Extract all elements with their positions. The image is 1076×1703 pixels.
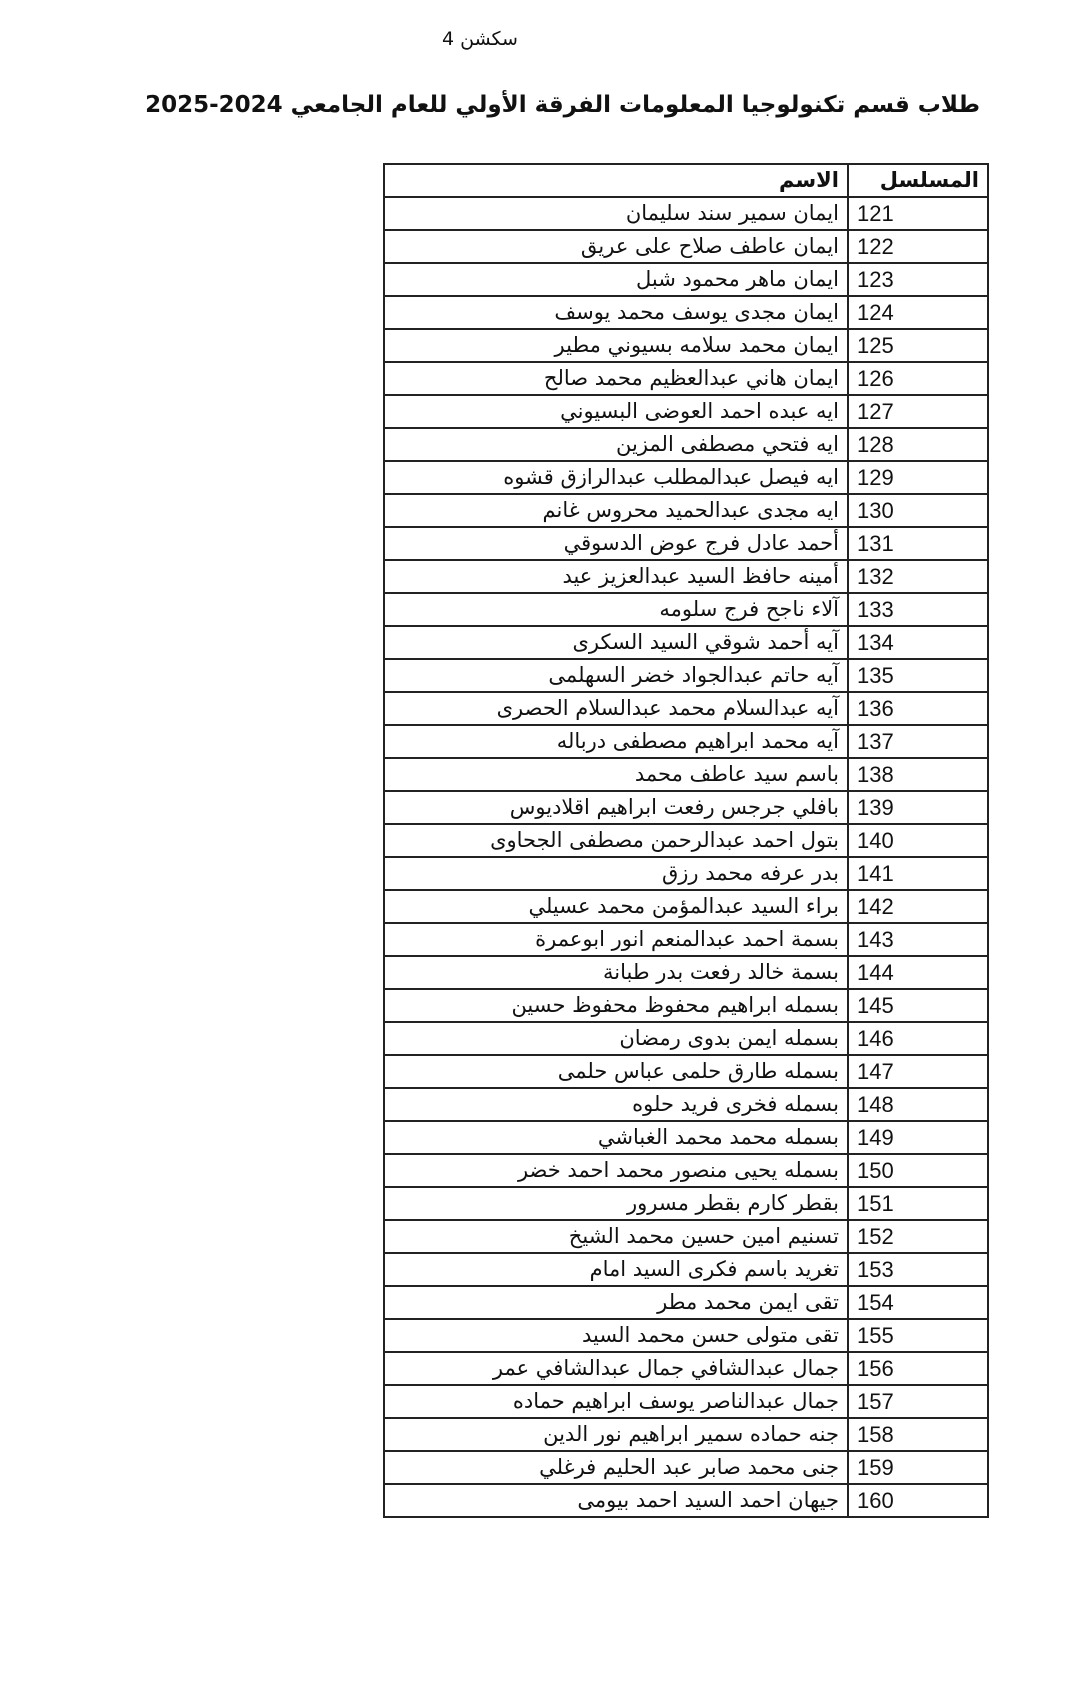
row-serial: 137 (848, 725, 988, 758)
row-student-name: جيهان احمد السيد احمد بيومى (384, 1484, 848, 1517)
row-student-name: تسنيم امين حسين محمد الشيخ (384, 1220, 848, 1253)
row-student-name: بقطر كارم بقطر مسرور (384, 1187, 848, 1220)
table-row (384, 692, 988, 725)
table-row (384, 1022, 988, 1055)
row-student-name: بافلي جرجس رفعت ابراهيم اقلاديوس (384, 791, 848, 824)
row-serial: 159 (848, 1451, 988, 1484)
row-serial: 133 (848, 593, 988, 626)
row-student-name: جنى محمد صابر عبد الحليم فرغلي (384, 1451, 848, 1484)
table-row (384, 593, 988, 626)
table-row (384, 1187, 988, 1220)
row-student-name: براء السيد عبدالمؤمن محمد عسيلي (384, 890, 848, 923)
table-row (384, 1220, 988, 1253)
row-student-name: ايه فتحي مصطفى المزين (384, 428, 848, 461)
table-row (384, 989, 988, 1022)
table-row (384, 956, 988, 989)
table-row (384, 1451, 988, 1484)
row-student-name: ايمان ماهر محمود شبل (384, 263, 848, 296)
row-student-name: بسمة احمد عبدالمنعم انور ابوعمرة (384, 923, 848, 956)
row-student-name: جمال عبدالشافي جمال عبدالشافي عمر (384, 1352, 848, 1385)
row-student-name: بسمله فخرى فريد حلوه (384, 1088, 848, 1121)
row-serial: 158 (848, 1418, 988, 1451)
row-serial: 145 (848, 989, 988, 1022)
row-student-name: آيه حاتم عبدالجواد خضر السهلمى (384, 659, 848, 692)
table-row (384, 659, 988, 692)
table-row (384, 230, 988, 263)
table-row (384, 626, 988, 659)
row-serial: 148 (848, 1088, 988, 1121)
row-serial: 128 (848, 428, 988, 461)
table-row (384, 263, 988, 296)
row-student-name: جنه حماده سمير ابراهيم نور الدين (384, 1418, 848, 1451)
table-row (384, 1286, 988, 1319)
row-serial: 125 (848, 329, 988, 362)
row-student-name: ايمان مجدى يوسف محمد يوسف (384, 296, 848, 329)
row-student-name: ايه مجدى عبدالحميد محروس غانم (384, 494, 848, 527)
row-student-name: ايه عبده احمد العوضى البسيوني (384, 395, 848, 428)
row-serial: 151 (848, 1187, 988, 1220)
row-serial: 135 (848, 659, 988, 692)
row-serial: 132 (848, 560, 988, 593)
row-serial: 121 (848, 197, 988, 230)
table-row (384, 923, 988, 956)
row-student-name: بسمله يحيى منصور محمد احمد خضر (384, 1154, 848, 1187)
table-row (384, 1121, 988, 1154)
table-row (384, 197, 988, 230)
row-student-name: آيه محمد ابراهيم مصطفى درباله (384, 725, 848, 758)
table-row (384, 560, 988, 593)
row-serial: 122 (848, 230, 988, 263)
row-student-name: ايمان محمد سلامه بسيوني مطير (384, 329, 848, 362)
row-serial: 131 (848, 527, 988, 560)
table-row (384, 890, 988, 923)
table-body (384, 197, 988, 1517)
row-serial: 141 (848, 857, 988, 890)
row-student-name: بسمله محمد محمد الغباشي (384, 1121, 848, 1154)
row-serial: 152 (848, 1220, 988, 1253)
table-row (384, 1385, 988, 1418)
row-student-name: جمال عبدالناصر يوسف ابراهيم حماده (384, 1385, 848, 1418)
row-student-name: أحمد عادل فرج عوض الدسوقي (384, 527, 848, 560)
table-row (384, 428, 988, 461)
row-serial: 154 (848, 1286, 988, 1319)
row-student-name: بسمله ايمن بدوى رمضان (384, 1022, 848, 1055)
row-serial: 139 (848, 791, 988, 824)
row-student-name: آيه أحمد شوقي السيد السكرى (384, 626, 848, 659)
row-serial: 138 (848, 758, 988, 791)
row-serial: 136 (848, 692, 988, 725)
table-header-row (384, 164, 988, 197)
document-title: طلاب قسم تكنولوجيا المعلومات الفرقة الأولي للعام الجامعي 2024-2025 (145, 92, 980, 118)
row-student-name: باسم سيد عاطف محمد (384, 758, 848, 791)
table-row (384, 824, 988, 857)
row-serial: 127 (848, 395, 988, 428)
table-row (384, 329, 988, 362)
table-row (384, 527, 988, 560)
table-row (384, 362, 988, 395)
row-serial: 160 (848, 1484, 988, 1517)
row-serial: 143 (848, 923, 988, 956)
row-student-name: آيه عبدالسلام محمد عبدالسلام الحصرى (384, 692, 848, 725)
row-serial: 130 (848, 494, 988, 527)
row-serial: 155 (848, 1319, 988, 1352)
header-serial: المسلسل (848, 164, 988, 197)
table-row (384, 758, 988, 791)
row-student-name: بدر عرفه محمد رزق (384, 857, 848, 890)
row-student-name: بتول احمد عبدالرحمن مصطفى الجحاوى (384, 824, 848, 857)
table-row (384, 1253, 988, 1286)
header-name: الاسم (384, 164, 848, 197)
table-row (384, 1484, 988, 1517)
row-student-name: تغريد باسم فكرى السيد امام (384, 1253, 848, 1286)
row-serial: 150 (848, 1154, 988, 1187)
row-student-name: تقى متولى حسن محمد السيد (384, 1319, 848, 1352)
row-serial: 123 (848, 263, 988, 296)
row-student-name: بسمة خالد رفعت بدر طبانة (384, 956, 848, 989)
table-row (384, 395, 988, 428)
row-student-name: ايمان سمير سند سليمان (384, 197, 848, 230)
row-serial: 146 (848, 1022, 988, 1055)
row-student-name: ايمان هاني عبدالعظيم محمد صالح (384, 362, 848, 395)
row-student-name: تقى ايمن محمد مطر (384, 1286, 848, 1319)
table-row (384, 1418, 988, 1451)
row-serial: 134 (848, 626, 988, 659)
row-serial: 144 (848, 956, 988, 989)
section-label: سكشن 4 (442, 28, 518, 50)
row-serial: 153 (848, 1253, 988, 1286)
table-row (384, 296, 988, 329)
row-serial: 140 (848, 824, 988, 857)
row-serial: 157 (848, 1385, 988, 1418)
row-serial: 142 (848, 890, 988, 923)
row-serial: 147 (848, 1055, 988, 1088)
table-row (384, 1352, 988, 1385)
table-row (384, 857, 988, 890)
table-row (384, 725, 988, 758)
table-row (384, 1088, 988, 1121)
row-serial: 129 (848, 461, 988, 494)
row-serial: 156 (848, 1352, 988, 1385)
table-row (384, 791, 988, 824)
row-student-name: بسمله طارق حلمى عباس حلمى (384, 1055, 848, 1088)
row-student-name: ايمان عاطف صلاح على عريق (384, 230, 848, 263)
row-student-name: ايه فيصل عبدالمطلب عبدالرازق قشوه (384, 461, 848, 494)
table-row (384, 494, 988, 527)
row-serial: 124 (848, 296, 988, 329)
table-row (384, 1055, 988, 1088)
student-roster-table (383, 163, 989, 1518)
table-row (384, 1154, 988, 1187)
row-student-name: بسمله ابراهيم محفوظ محفوظ حسين (384, 989, 848, 1022)
table-row (384, 1319, 988, 1352)
row-student-name: أمينه حافظ السيد عبدالعزيز عيد (384, 560, 848, 593)
table-row (384, 461, 988, 494)
row-student-name: آلاء ناجح فرج سلومه (384, 593, 848, 626)
row-serial: 149 (848, 1121, 988, 1154)
row-serial: 126 (848, 362, 988, 395)
